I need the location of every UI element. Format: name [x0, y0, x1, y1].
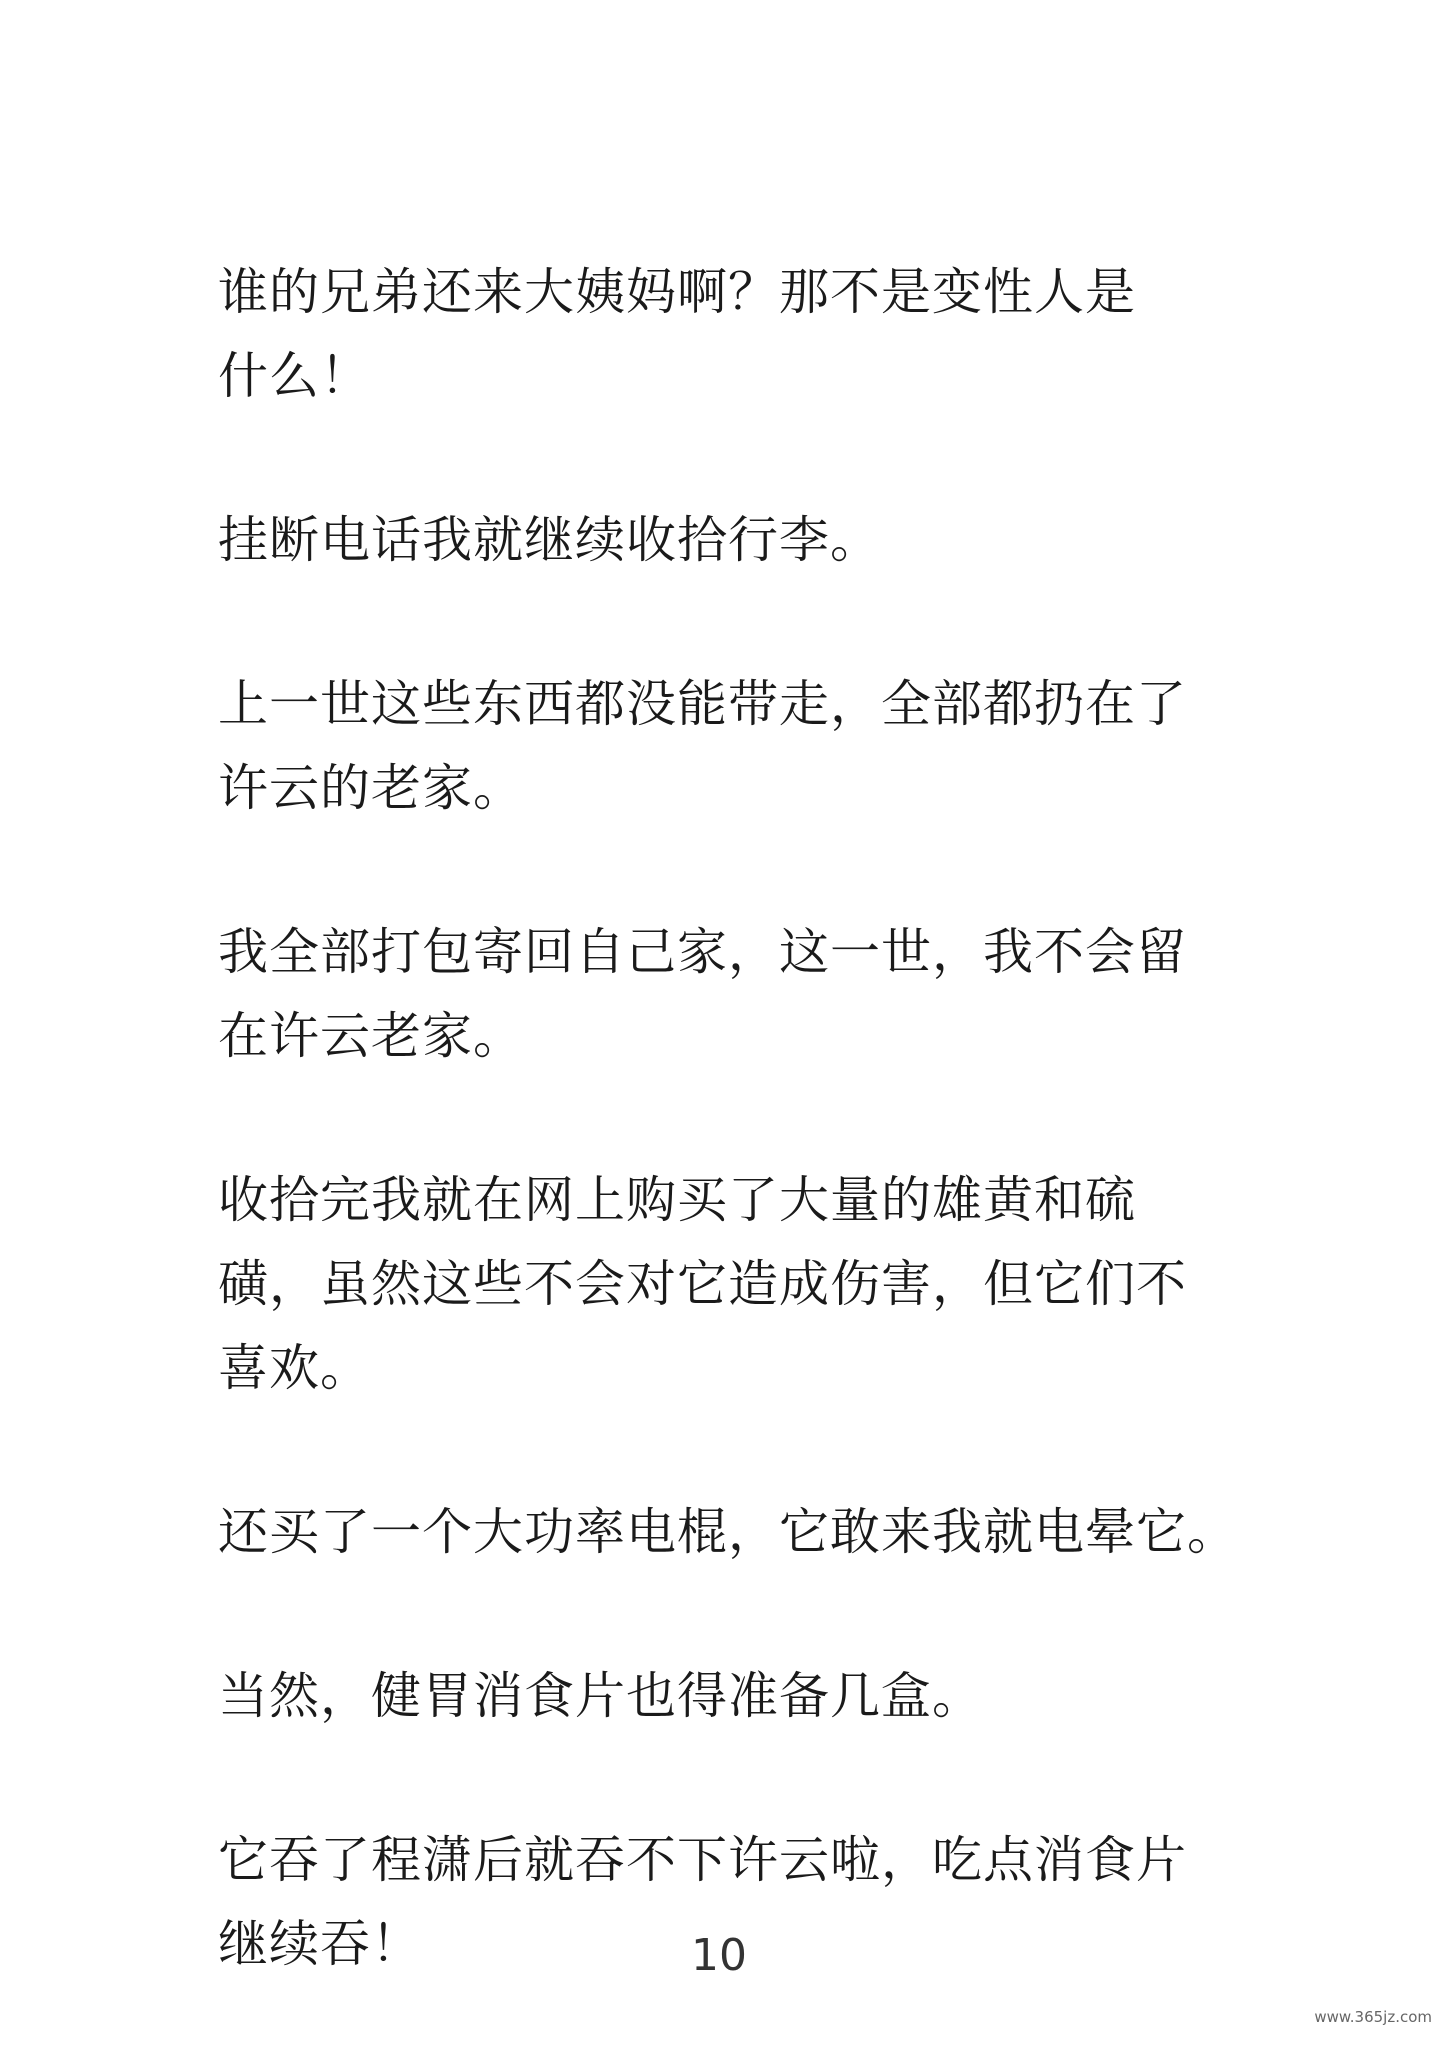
watermark-text: www.365jz.com [1314, 2008, 1432, 2026]
page-number: 10 [691, 1930, 747, 1981]
paragraph-1: 谁的兄弟还来大姨妈啊？那不是变性人是 什么！ [218, 263, 1136, 405]
paragraph-5: 收拾完我就在网上购买了大量的雄黄和硫 磺，虽然这些不会对它造成伤害，但它们不 喜欢。 [218, 1171, 1187, 1397]
paragraph-8: 它吞了程潇后就吞不下许云啦，吃点消食片 继续吞！ [218, 1831, 1187, 1973]
document-body [218, 250, 1263, 2066]
paragraph-7: 当然，健胃消食片也得准备几盒。 [218, 1667, 983, 1725]
paragraph-4: 我全部打包寄回自己家，这一世，我不会留 在许云老家。 [218, 923, 1187, 1065]
paragraph-2: 挂断电话我就继续收拾行李。 [218, 511, 881, 569]
paragraph-3: 上一世这些东西都没能带走，全部都扔在了 许云的老家。 [218, 675, 1187, 817]
paragraph-6: 还买了一个大功率电棍，它敢来我就电晕它。 [218, 1503, 1238, 1561]
